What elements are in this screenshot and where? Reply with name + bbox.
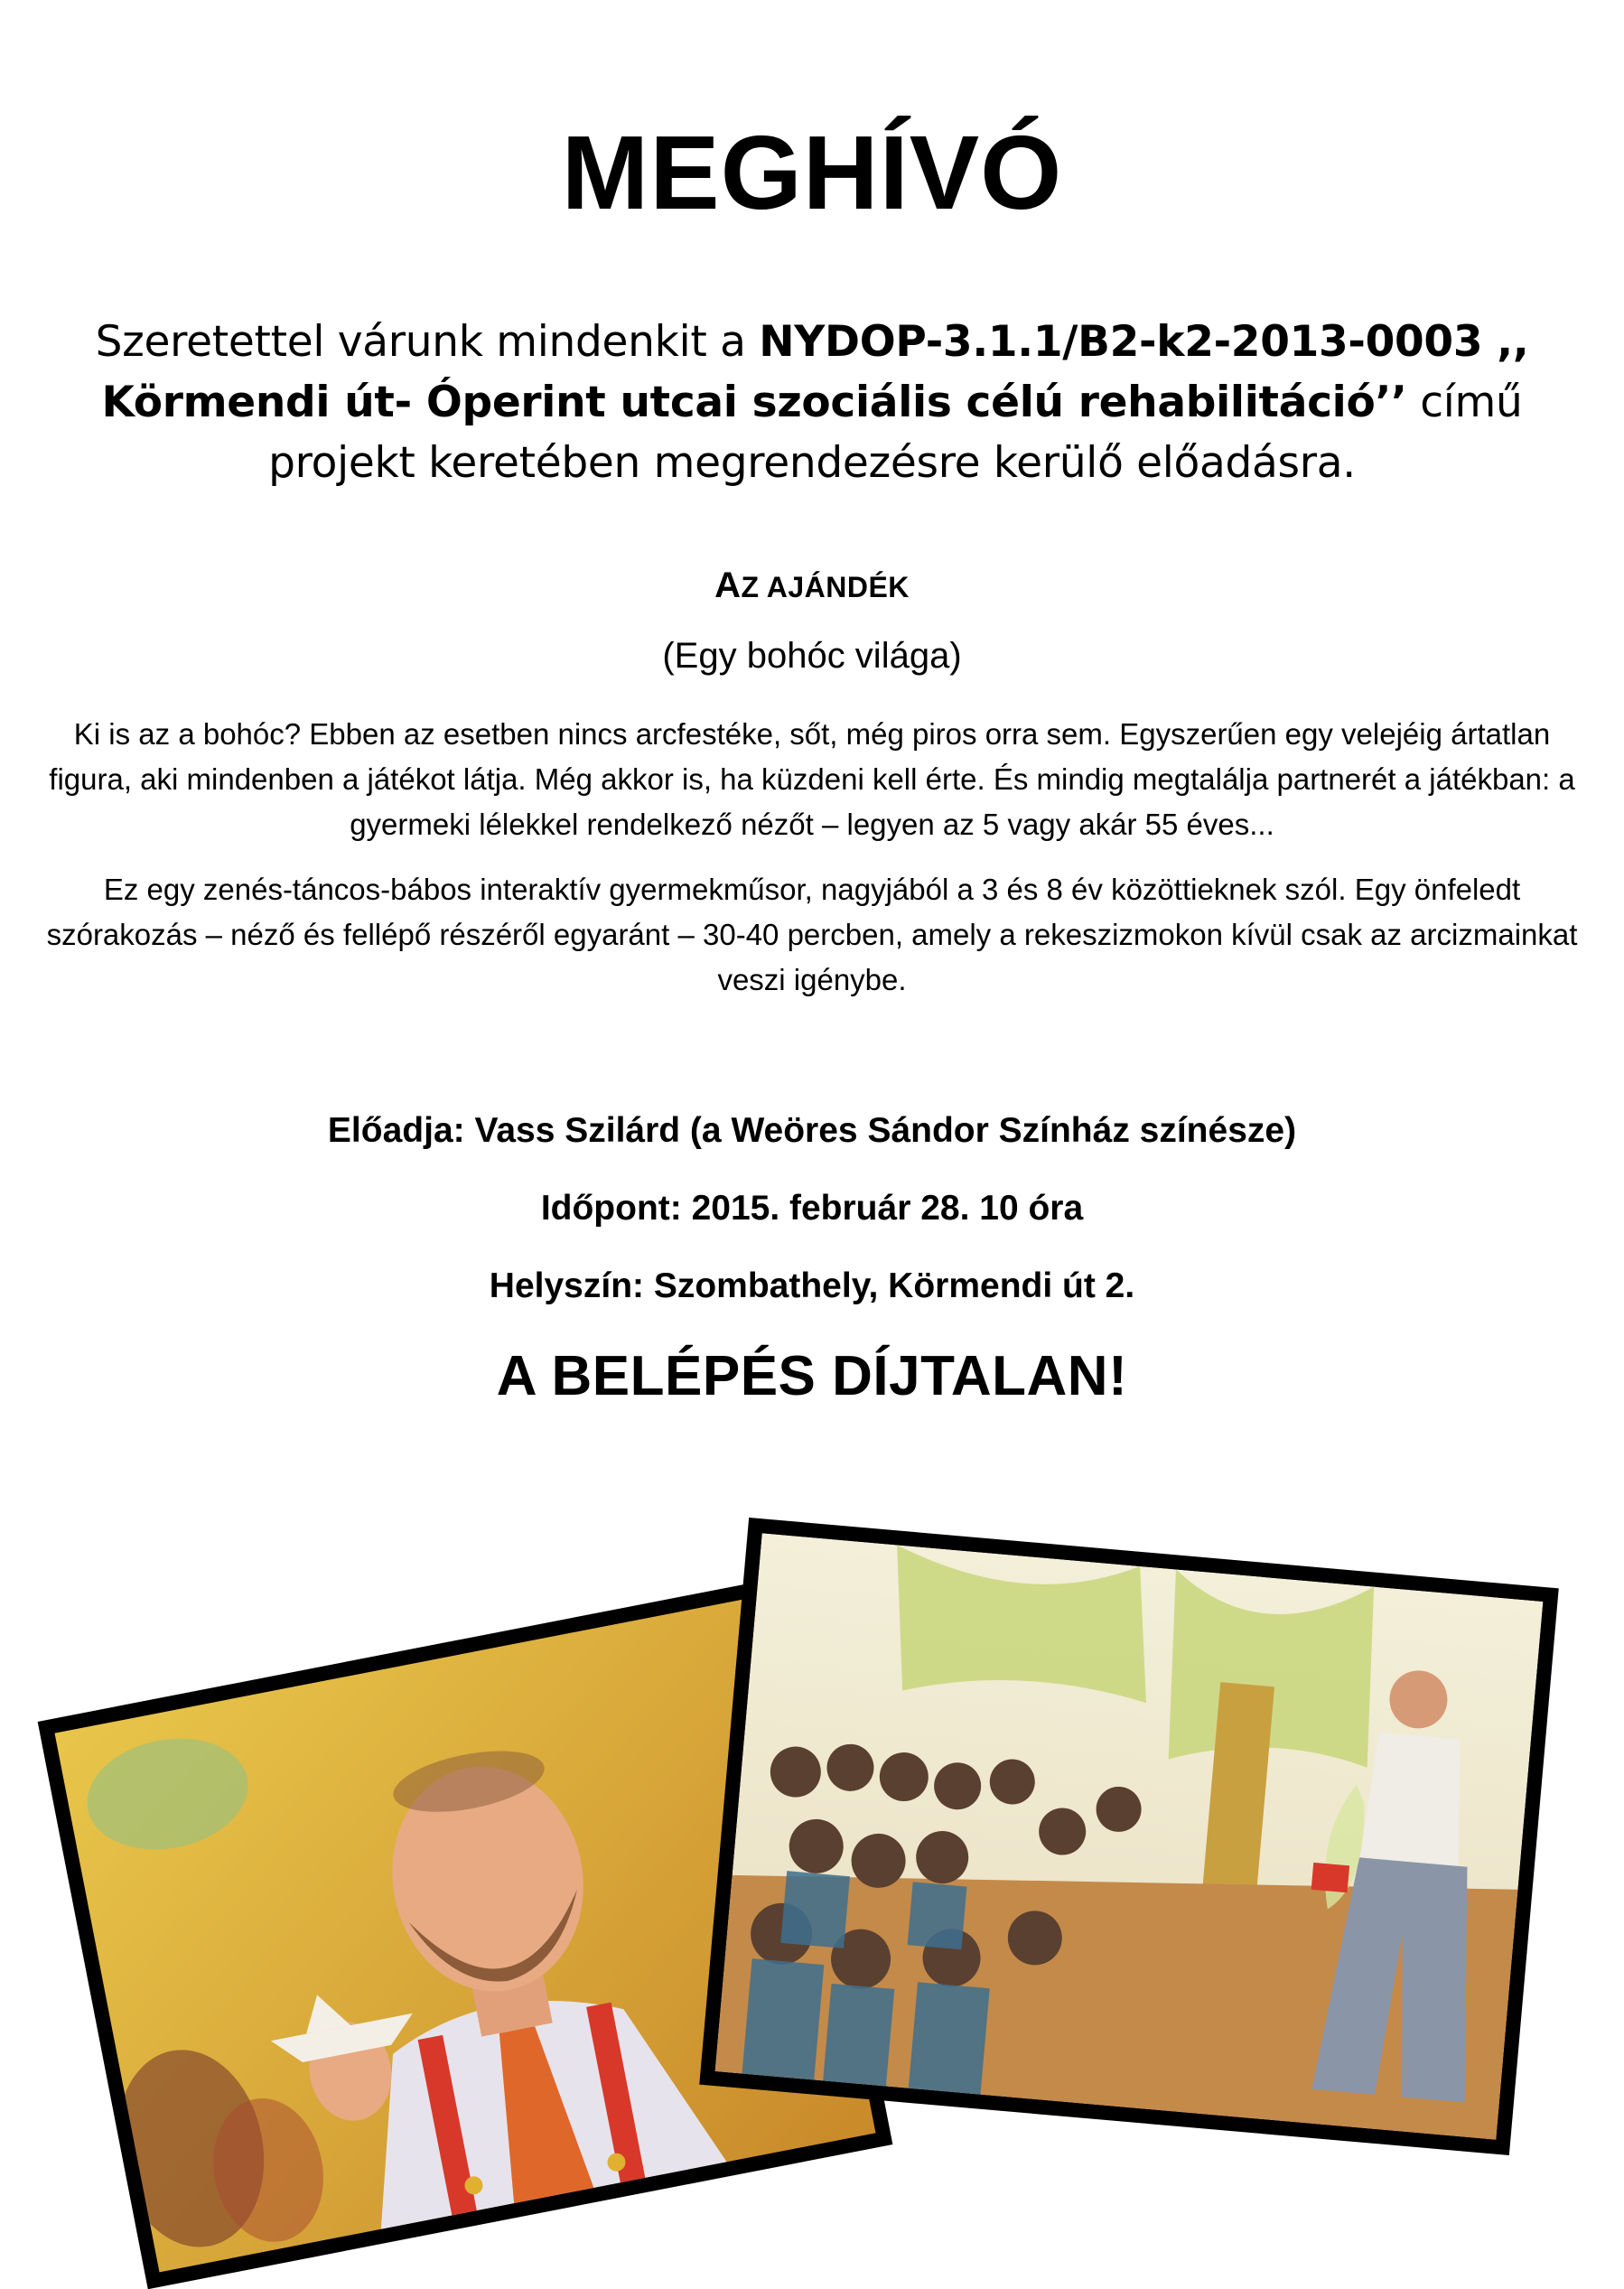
performer-line: Előadja: Vass Szilárd (a Weöres Sándor Színház színésze)	[327, 1111, 1297, 1150]
description-paragraph-2: Ez egy zenés-táncos-bábos interaktív gyermekműsor, nagyjából a 3 és 8 év közöttieknek szól. Egy önfeledt szórakozás – néző és fellépő részéről egyaránt – 30-40 percben, amely a rekeszizmokon kívül csak az arcizmainkat veszi igénybe.	[46, 873, 1578, 996]
performance-photo	[699, 1518, 1558, 2155]
show-title-rest: Z AJÁNDÉK	[741, 571, 910, 603]
show-title	[0, 565, 1624, 606]
time-line: Időpont: 2015. február 28. 10 óra	[540, 1189, 1084, 1228]
show-title-initial: A	[714, 565, 742, 605]
free-entry-banner: A BELÉPÉS DÍJTALAN!	[496, 1345, 1128, 1407]
intro-suffix: című projekt keretében megrendezésre kerülő előadásra.	[268, 378, 1523, 488]
performance-image	[715, 1533, 1544, 2139]
project-name: NYDOP-3.1.1/B2-k2-2013-0003 ,, Körmendi út- Óperint utcai szociális célú rehabilitáció’’	[101, 317, 1529, 427]
intro-text	[36, 312, 1588, 493]
description-paragraph-1: Ki is az a bohóc? Ebben az esetben nincs arcfestéke, sőt, még piros orra sem. Egyszerűen egy velejéig ártatlan figura, aki mindenben a játékot látja. Még akkor is, ha küzdeni kell érte. És mindig megtalálja partnerét a játékban: a gyermeki lélekkel rendelkező nézőt – legyen az 5 vagy akár 55 éves...	[49, 717, 1575, 841]
place-line: Helyszín: Szombathely, Körmendi út 2.	[489, 1266, 1135, 1305]
show-subtitle: (Egy bohóc világa)	[662, 636, 962, 676]
invitation-title: MEGHÍVÓ	[561, 114, 1063, 231]
intro-prefix: Szeretettel várunk mindenkit a	[95, 317, 760, 367]
